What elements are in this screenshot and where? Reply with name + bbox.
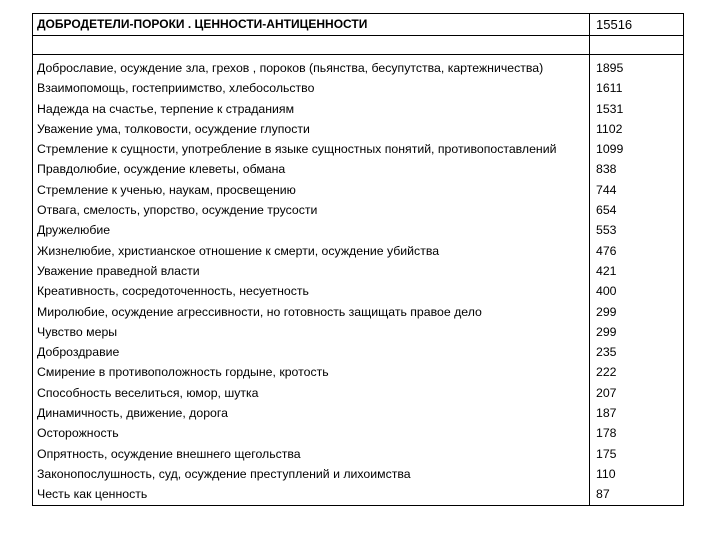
virtues-table bbox=[32, 13, 684, 506]
table-row bbox=[33, 464, 684, 484]
row-count: 1099 bbox=[590, 139, 684, 159]
row-label: Доброздравие bbox=[37, 345, 120, 360]
row-label: Законопослушность, суд, осуждение преступлений и лихоимства bbox=[37, 466, 411, 481]
row-count: 1102 bbox=[590, 119, 684, 139]
table-row bbox=[33, 159, 684, 179]
table-row bbox=[33, 261, 684, 281]
row-count: 476 bbox=[590, 241, 684, 261]
row-count: 178 bbox=[590, 423, 684, 443]
row-label: Честь как ценность bbox=[37, 487, 148, 502]
table-row bbox=[33, 403, 684, 423]
row-label: Уважение праведной власти bbox=[37, 263, 200, 278]
row-label: Способность веселиться, юмор, шутка bbox=[37, 385, 259, 400]
table-row bbox=[33, 139, 684, 159]
table-row bbox=[33, 200, 684, 220]
row-count: 654 bbox=[590, 200, 684, 220]
row-label: Динамичность, движение, дорога bbox=[37, 406, 228, 421]
table-row bbox=[33, 241, 684, 261]
table-row bbox=[33, 362, 684, 382]
row-count: 838 bbox=[590, 159, 684, 179]
table-row bbox=[33, 322, 684, 342]
row-count: 187 bbox=[590, 403, 684, 423]
row-count: 400 bbox=[590, 281, 684, 301]
row-label: Стремление к ученью, наукам, просвещению bbox=[37, 182, 296, 197]
table-row bbox=[33, 444, 684, 464]
row-count: 1895 bbox=[590, 55, 684, 79]
table-row bbox=[33, 342, 684, 362]
row-label: Чувство меры bbox=[37, 324, 118, 339]
row-label: Опрятность, осуждение внешнего щегольства bbox=[37, 446, 301, 461]
row-label: Отвага, смелость, упорство, осуждение трусости bbox=[37, 203, 318, 218]
row-count: 207 bbox=[590, 383, 684, 403]
table-row bbox=[33, 383, 684, 403]
row-count: 110 bbox=[590, 464, 684, 484]
row-label: Дружелюбие bbox=[37, 223, 111, 238]
header-total: 15516 bbox=[590, 14, 684, 36]
row-count: 553 bbox=[590, 220, 684, 240]
table-row bbox=[33, 281, 684, 301]
row-label: Миролюбие, осуждение агрессивности, но готовность защищать правое дело bbox=[37, 304, 482, 319]
row-count: 299 bbox=[590, 322, 684, 342]
row-count: 744 bbox=[590, 180, 684, 200]
row-count: 299 bbox=[590, 302, 684, 322]
row-count: 421 bbox=[590, 261, 684, 281]
table-row bbox=[33, 220, 684, 240]
row-label: Уважение ума, толковости, осуждение глупости bbox=[37, 121, 310, 136]
row-label: Жизнелюбие, христианское отношение к смерти, осуждение убийства bbox=[37, 243, 440, 258]
row-label: Креативность, сосредоточенность, несуетность bbox=[37, 284, 309, 299]
table-row bbox=[33, 55, 684, 79]
header-title: ДОБРОДЕТЕЛИ-ПОРОКИ . ЦЕННОСТИ-АНТИЦЕННОСТИ bbox=[33, 14, 590, 36]
row-label: Стремление к сущности, употребление в языке сущностных понятий, противопоставлений bbox=[37, 142, 557, 157]
table-row bbox=[33, 180, 684, 200]
table-row bbox=[33, 99, 684, 119]
table-header-row bbox=[33, 14, 684, 36]
row-label: Правдолюбие, осуждение клеветы, обмана bbox=[37, 162, 286, 177]
table-row bbox=[33, 484, 684, 505]
row-count: 222 bbox=[590, 362, 684, 382]
table-row bbox=[33, 78, 684, 98]
table-spacer-row bbox=[33, 36, 684, 55]
row-count: 235 bbox=[590, 342, 684, 362]
row-count: 1611 bbox=[590, 78, 684, 98]
row-count: 175 bbox=[590, 444, 684, 464]
row-label: Смирение в противоположность гордыне, кротость bbox=[37, 365, 329, 380]
row-count: 1531 bbox=[590, 99, 684, 119]
row-label: Взаимопомощь, гостеприимство, хлебосольство bbox=[37, 81, 315, 96]
table-row bbox=[33, 302, 684, 322]
row-label: Надежда на счастье, терпение к страданиям bbox=[37, 101, 295, 116]
table-row bbox=[33, 423, 684, 443]
row-label: Доброславие, осуждение зла, грехов , пороков (пьянства, бесупутства, картежничества) bbox=[37, 61, 544, 75]
row-count: 87 bbox=[590, 484, 684, 505]
table-row bbox=[33, 119, 684, 139]
row-label: Осторожность bbox=[37, 426, 119, 441]
